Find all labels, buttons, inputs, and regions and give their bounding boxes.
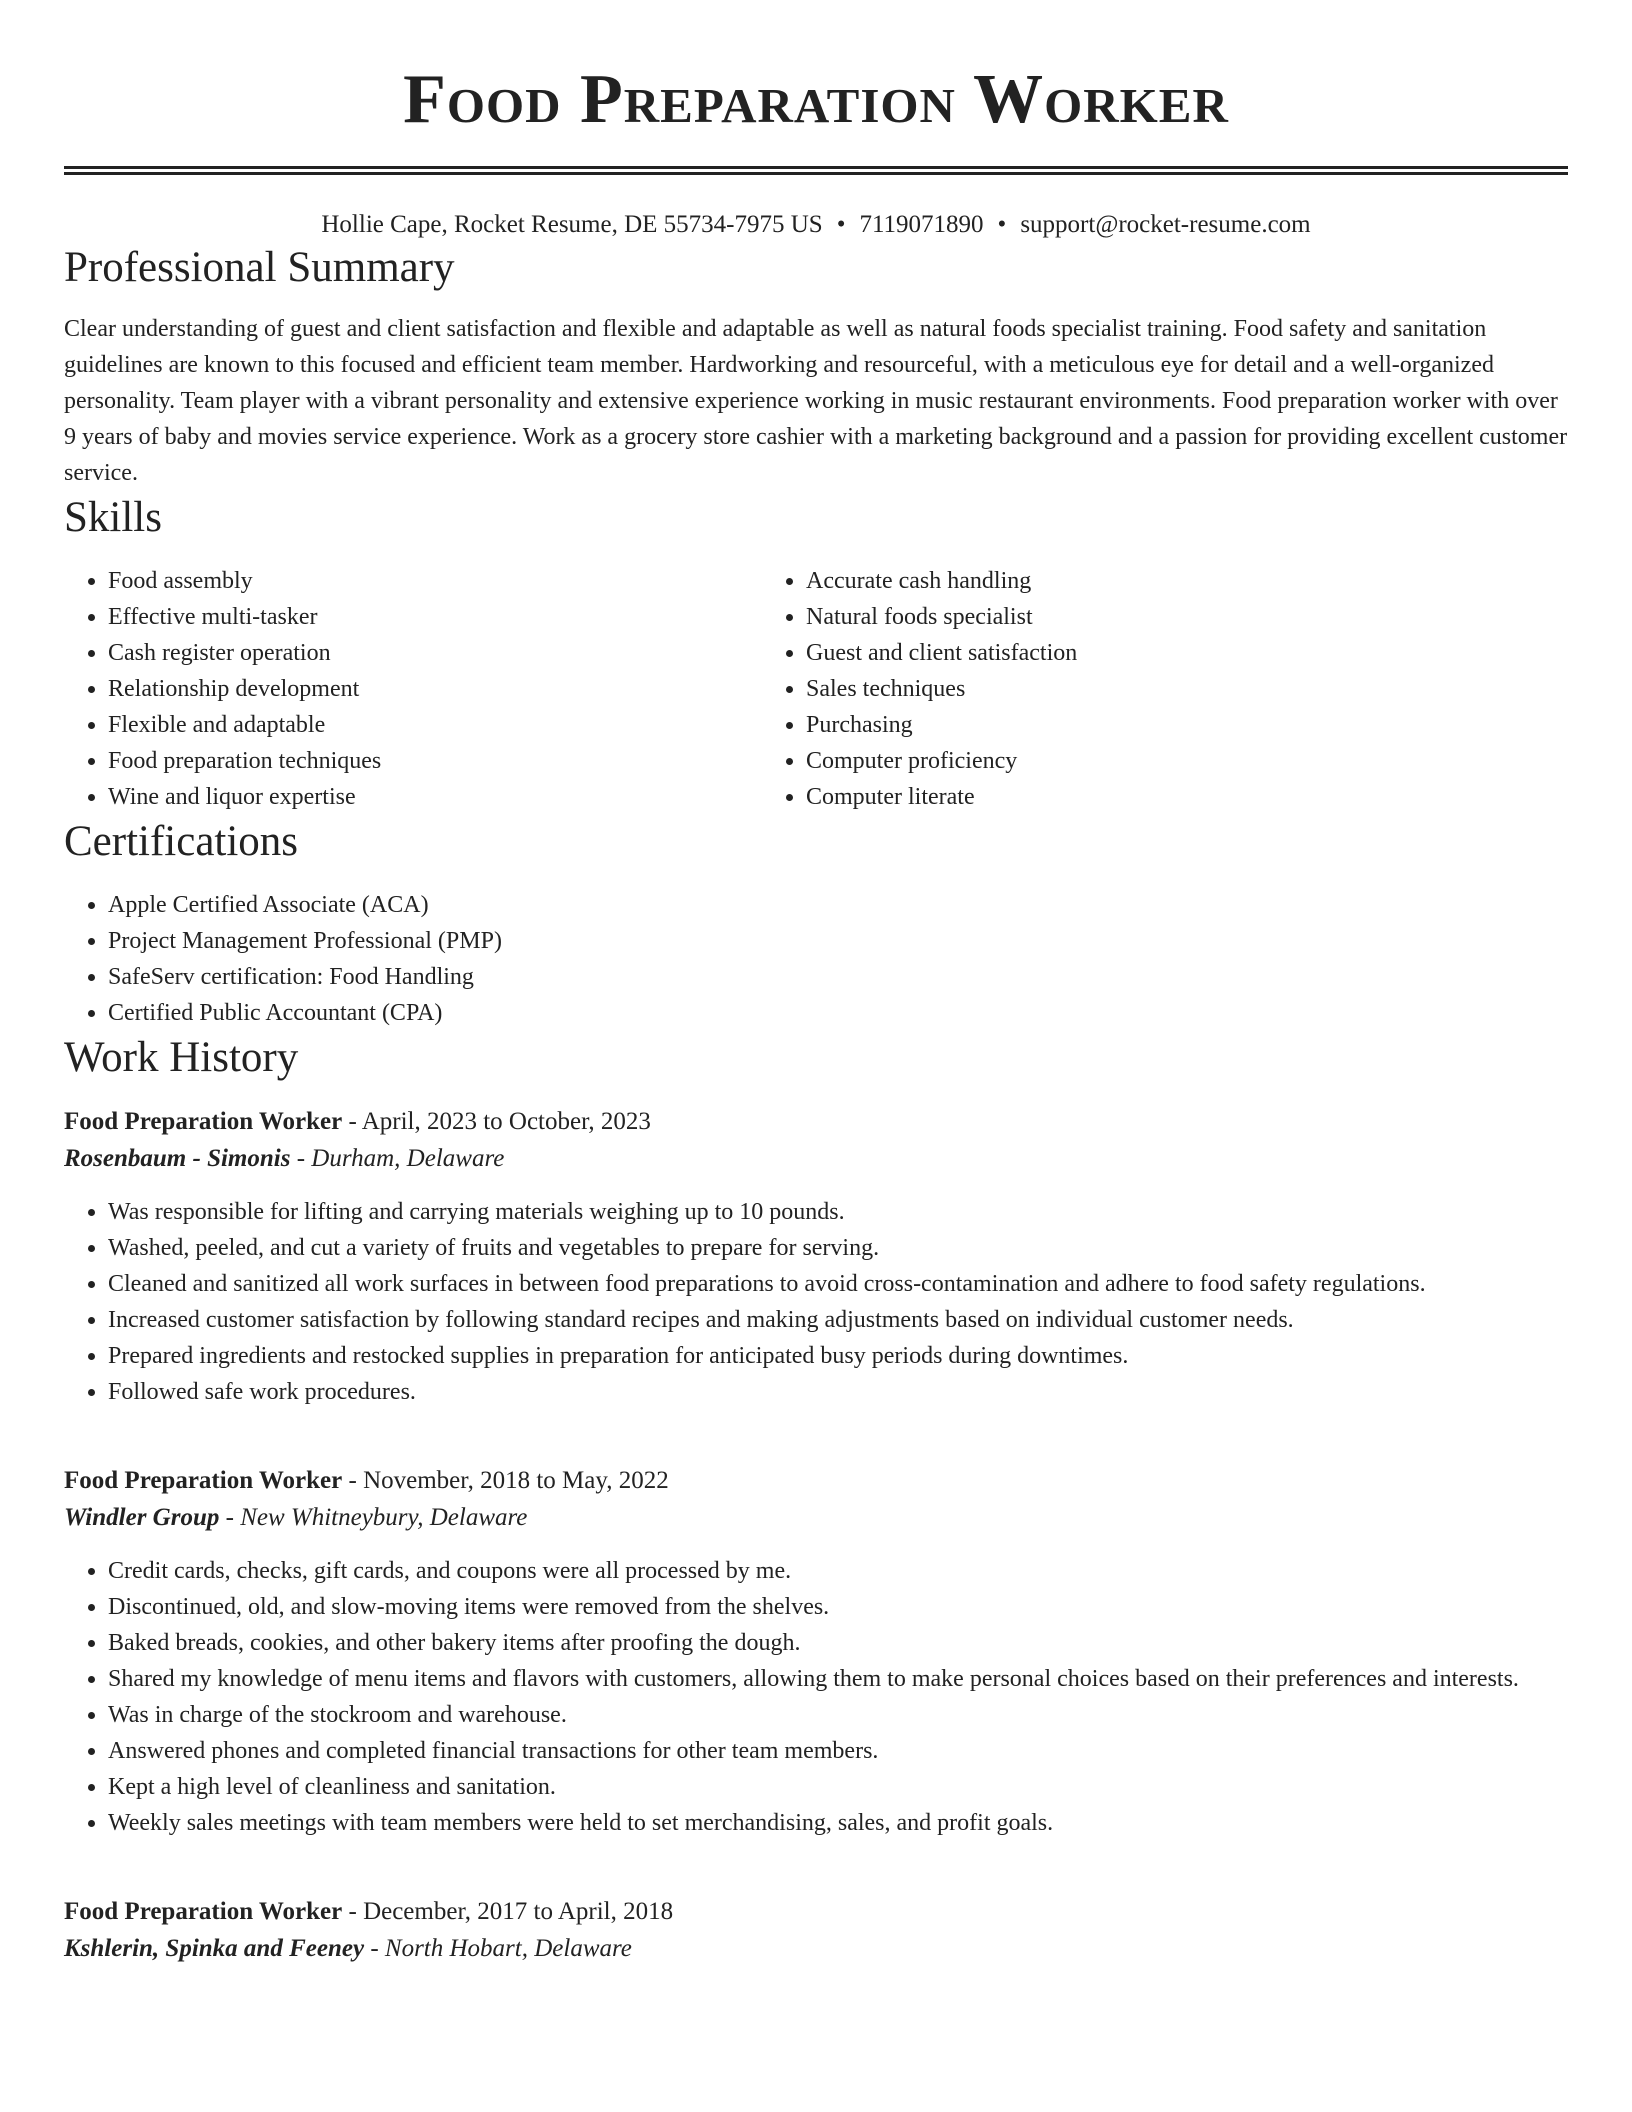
job-location: Durham, Delaware (311, 1145, 505, 1172)
contact-email: support@rocket-resume.com (1020, 211, 1311, 238)
job-dates: November, 2018 to May, 2022 (363, 1467, 669, 1494)
job-location: North Hobart, Delaware (384, 1935, 632, 1962)
work-history-heading: Work History (64, 1034, 299, 1081)
skill-item: • Guest and client satisfaction (806, 635, 1567, 671)
contact-phone: 7119071890 (859, 211, 984, 238)
contact-separator: • (836, 211, 846, 238)
skills-heading: Skills (64, 494, 162, 541)
job-dash: - (342, 1467, 364, 1494)
job-entry (64, 1893, 1568, 1968)
skill-item: • Computer proficiency (806, 743, 1567, 779)
job-title-line (64, 1103, 1568, 1140)
job-title-line (64, 1893, 1568, 1930)
job-company: Kshlerin, Spinka and Feeney (64, 1935, 365, 1962)
job-duty-item: • Kept a high level of cleanliness and sanitation. (108, 1769, 1568, 1805)
job-dash: - (219, 1504, 241, 1531)
job-dates: December, 2017 to April, 2018 (363, 1898, 674, 1925)
job-duty-item: • Prepared ingredients and restocked supplies in preparation for anticipated busy periods during downtimes. (108, 1338, 1568, 1374)
certifications-list (64, 887, 1568, 1031)
summary-text: Clear understanding of guest and client satisfaction and flexible and adaptable as well as natural foods specialist training. Food safety and sanitation guidelines are known to this focused and efficient team member. Hardworking and resourceful, with a meticulous eye for detail and a well-organized personality. Team player with a vibrant personality and extensive experience working in music restaurant environments. Food preparation worker with over 9 years of baby and movies service experience. Work as a grocery store cashier with a marketing background and a passion for providing excellent customer service. (64, 316, 1568, 486)
contact-address: Hollie Cape, Rocket Resume, DE 55734-7975 US (321, 211, 823, 238)
job-role: Food Preparation Worker (64, 1108, 343, 1135)
job-dash: - (342, 1898, 364, 1925)
skills-column-right (762, 563, 1567, 815)
skill-item: • Accurate cash handling (806, 563, 1567, 599)
skill-item: • Computer literate (806, 779, 1567, 815)
job-company-line (64, 1140, 1568, 1178)
skill-item: • Wine and liquor expertise (108, 779, 762, 815)
job-company-line (64, 1930, 1568, 1968)
job-company-line (64, 1499, 1568, 1537)
job-dash: - (290, 1145, 312, 1172)
skill-item: • Sales techniques (806, 671, 1567, 707)
job-duty-item: • Baked breads, cookies, and other bakery items after proofing the dough. (108, 1625, 1568, 1661)
skills-list (64, 563, 1568, 815)
certifications-heading: Certifications (64, 818, 299, 865)
job-duty-item: • Washed, peeled, and cut a variety of fruits and vegetables to prepare for serving. (108, 1230, 1568, 1266)
header-divider (64, 166, 1568, 175)
job-dash: - (342, 1108, 362, 1135)
certification-item: • Certified Public Accountant (CPA) (108, 995, 1568, 1031)
job-duty-item: • Shared my knowledge of menu items and flavors with customers, allowing them to make personal choices based on their preferences and interests. (108, 1661, 1568, 1697)
job-title-line (64, 1462, 1568, 1499)
skill-item: • Effective multi-tasker (108, 599, 762, 635)
certification-item: • SafeServ certification: Food Handling (108, 959, 1568, 995)
contact-line (64, 209, 1568, 241)
summary-heading: Professional Summary (64, 244, 455, 291)
job-company: Rosenbaum - Simonis (64, 1145, 291, 1172)
job-duty-item: • Answered phones and completed financial transactions for other team members. (108, 1733, 1568, 1769)
job-duty-item: • Was in charge of the stockroom and warehouse. (108, 1697, 1568, 1733)
job-role: Food Preparation Worker (64, 1467, 343, 1494)
job-duties-list (64, 1553, 1568, 1841)
skill-item: • Food assembly (108, 563, 762, 599)
skill-item: • Food preparation techniques (108, 743, 762, 779)
job-entry (64, 1462, 1568, 1841)
job-duty-item: • Increased customer satisfaction by following standard recipes and making adjustments based on individual customer needs. (108, 1302, 1568, 1338)
skill-item: • Natural foods specialist (806, 599, 1567, 635)
resume-name-heading: Food Preparation Worker (403, 61, 1229, 138)
job-entry (64, 1103, 1568, 1410)
contact-separator: • (997, 211, 1007, 238)
job-dash: - (364, 1935, 385, 1962)
skills-column-left (64, 563, 762, 815)
job-dates: April, 2023 to October, 2023 (361, 1108, 651, 1135)
job-role: Food Preparation Worker (64, 1898, 343, 1925)
skill-item: • Purchasing (806, 707, 1567, 743)
skill-item: • Relationship development (108, 671, 762, 707)
job-duty-item: • Discontinued, old, and slow-moving items were removed from the shelves. (108, 1589, 1568, 1625)
skill-item: • Cash register operation (108, 635, 762, 671)
certification-item: • Apple Certified Associate (ACA) (108, 887, 1568, 923)
job-duty-item: • Credit cards, checks, gift cards, and coupons were all processed by me. (108, 1553, 1568, 1589)
job-duty-item: • Weekly sales meetings with team members were held to set merchandising, sales, and profit goals. (108, 1805, 1568, 1841)
job-duty-item: • Followed safe work procedures. (108, 1374, 1568, 1410)
skill-item: • Flexible and adaptable (108, 707, 762, 743)
job-duty-item: • Was responsible for lifting and carrying materials weighing up to 10 pounds. (108, 1194, 1568, 1230)
job-duty-item: • Cleaned and sanitized all work surfaces in between food preparations to avoid cross-contamination and adhere to food safety regulations. (108, 1266, 1568, 1302)
certification-item: • Project Management Professional (PMP) (108, 923, 1568, 959)
job-location: New Whitneybury, Delaware (240, 1504, 528, 1531)
job-duties-list (64, 1194, 1568, 1410)
job-company: Windler Group (64, 1504, 220, 1531)
